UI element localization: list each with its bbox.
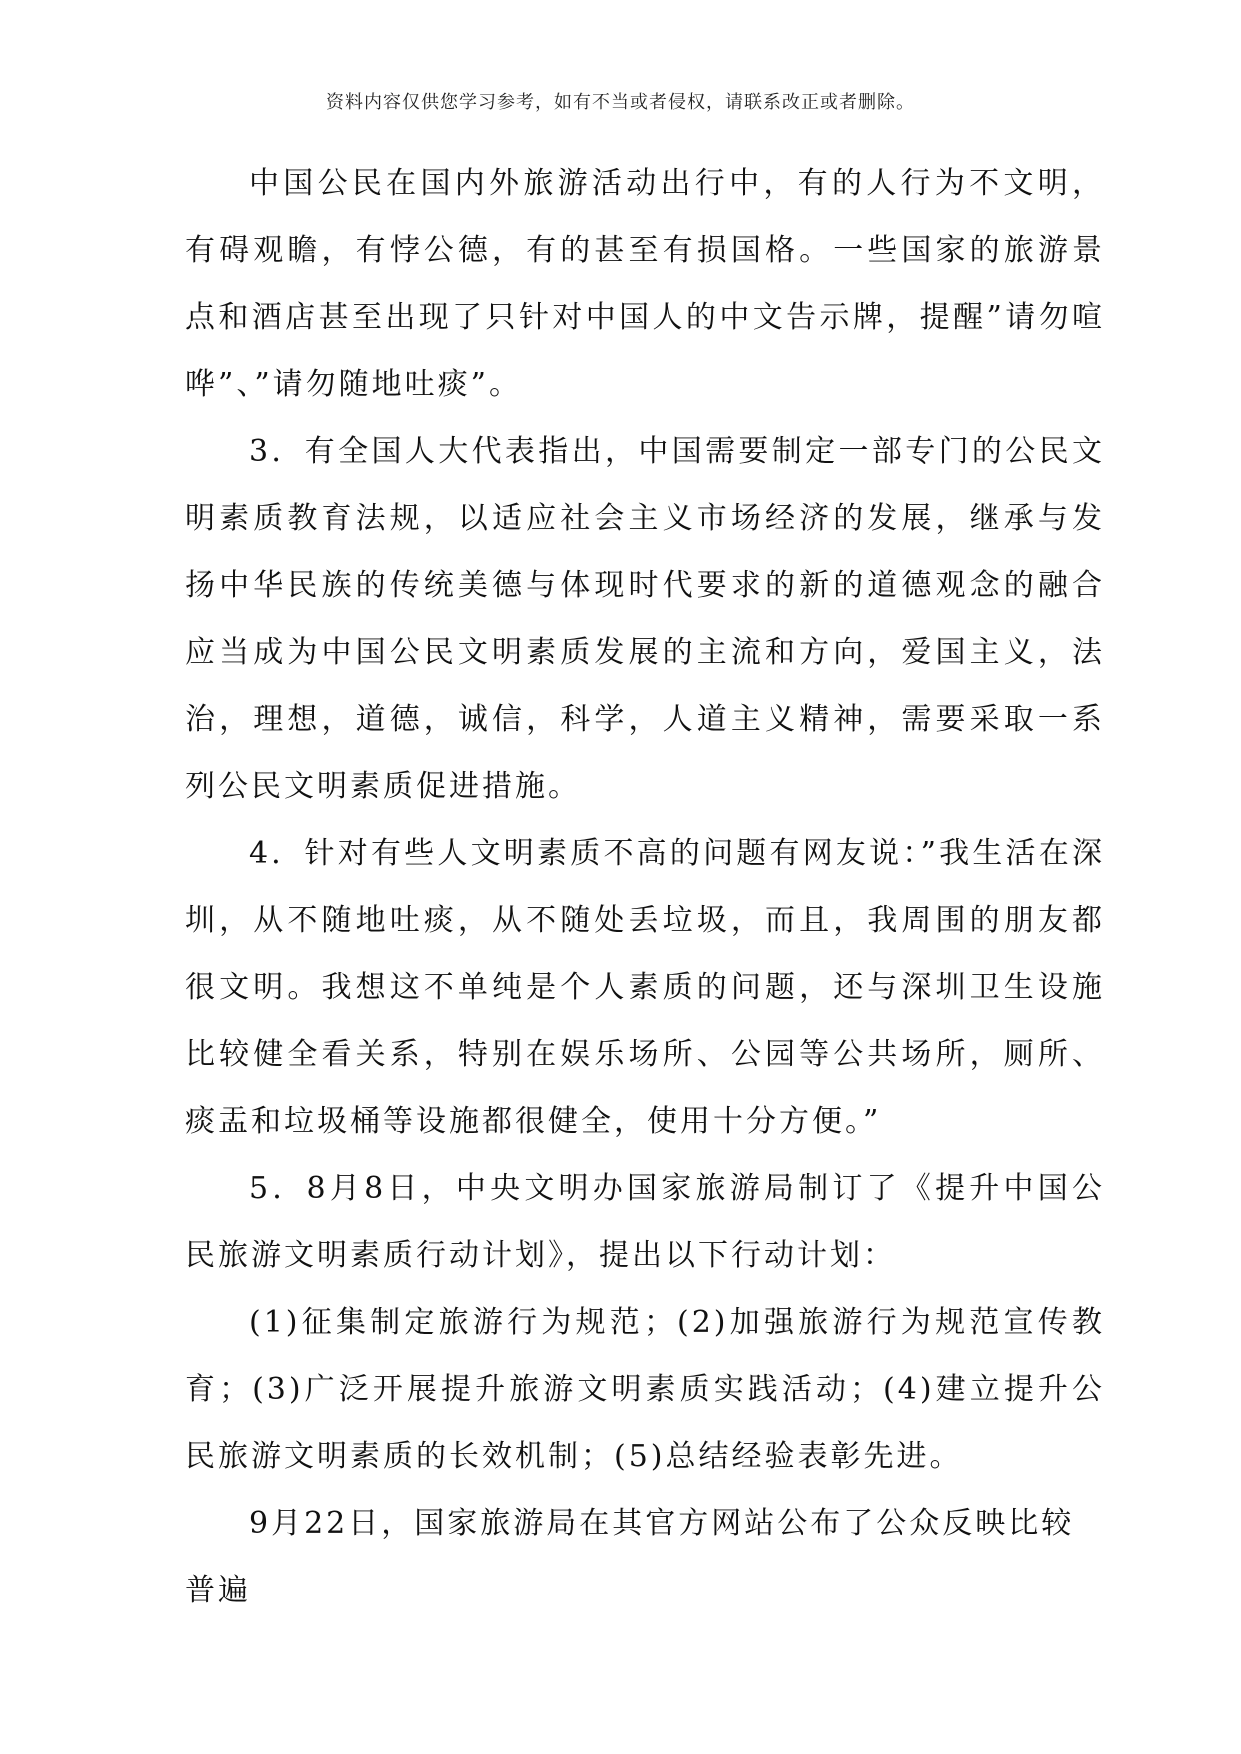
paragraph-item-5: 5．8月8日，中央文明办国家旅游局制订了《提升中国公民旅游文明素质行动计划》，提出以下行动计划： — [185, 1171, 1105, 1273]
paragraph-tourism-behavior: 中国公民在国内外旅游活动出行中，有的人行为不文明，有碍观瞻，有悖公德，有的甚至有损国格。一些国家的旅游景点和酒店甚至出现了只针对中国人的中文告示牌，提醒”请勿喧哗”、”请勿随地吐痰”。 — [185, 166, 1105, 402]
paragraph-item-4: 4．针对有些人文明素质不高的问题有网友说：”我生活在深圳，从不随地吐痰，从不随处丢垃圾，而且，我周围的朋友都很文明。我想这不单纯是个人素质的问题，还与深圳卫生设施比较健全看关系，特别在娱乐场所、公园等公共场所，厕所、痰盂和垃圾桶等设施都很健全，使用十分方便。” — [185, 836, 1105, 1139]
copyright-disclaimer: 资料内容仅供您学习参考，如有不当或者侵权，请联系改正或者删除。 — [326, 92, 915, 113]
document-body — [185, 150, 1105, 1624]
paragraph-action-plan-list: (1)征集制定旅游行为规范；(2)加强旅游行为规范宣传教育；(3)广泛开展提升旅游文明素质实践活动；(4)建立提升公民旅游文明素质的长效机制；(5)总结经验表彰先进。 — [185, 1305, 1105, 1474]
paragraph-sept-22: 9月22日，国家旅游局在其官方网站公布了公众反映比较普遍 — [185, 1506, 1075, 1608]
paragraph-item-3: 3．有全国人大代表指出，中国需要制定一部专门的公民文明素质教育法规，以适应社会主义市场经济的发展，继承与发扬中华民族的传统美德与体现时代要求的新的道德观念的融合应当成为中国公民文明素质发展的主流和方向，爱国主义，法治，理想，道德，诚信，科学，人道主义精神，需要采取一系列公民文明素质促进措施。 — [185, 434, 1105, 804]
